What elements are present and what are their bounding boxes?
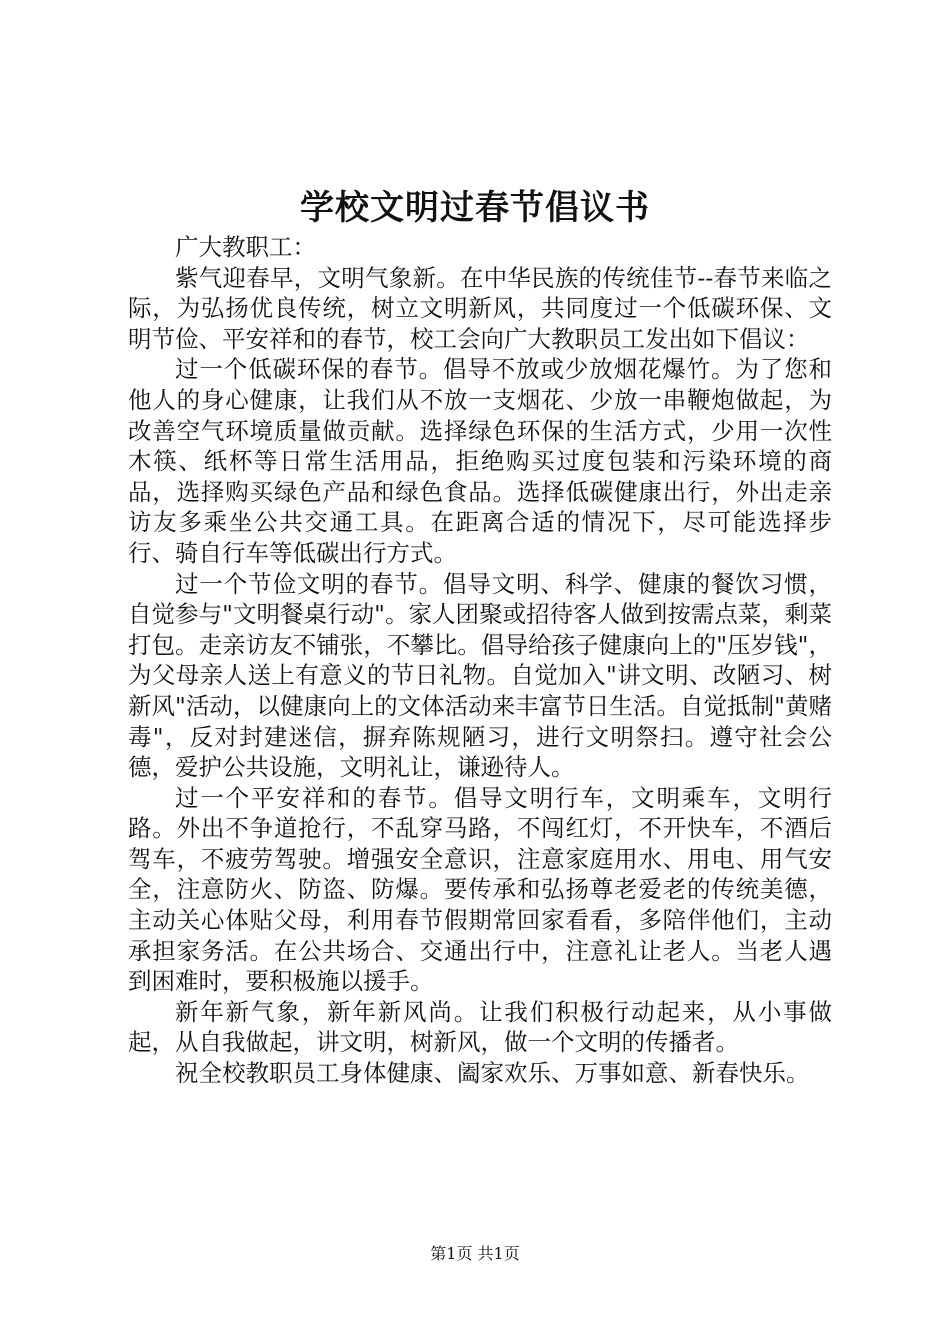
paragraph-intro: 紫气迎春早，文明气象新。在中华民族的传统佳节--春节来临之际，为弘扬优良传统，树立文明新风，共同度过一个低碳环保、文明节俭、平安祥和的春节，校工会向广大教职员工发出如下倡议： — [128, 263, 832, 353]
document-title: 学校文明过春节倡议书 — [300, 188, 650, 228]
paragraph-frugal: 过一个节俭文明的春节。倡导文明、科学、健康的餐饮习惯，自觉参与"文明餐桌行动"。家人团聚或招待客人做到按需点菜，剩菜打包。走亲访友不铺张，不攀比。倡导给孩子健康向上的"压岁钱"，为父母亲人送上有意义的节日礼物。自觉加入"讲文明、改陋习、树新风"活动，以健康向上的文体活动来丰富节日生活。自觉抵制"黄赌毒"，反对封建迷信，摒弃陈规陋习，进行文明祭扫。遵守社会公德，爱护公共设施，文明礼让，谦逊待人。 — [128, 569, 832, 782]
paragraph-call-to-action: 新年新气象，新年新风尚。让我们积极行动起来，从小事做起，从自我做起，讲文明，树新风，做一个文明的传播者。 — [128, 997, 832, 1057]
paragraph-blessing: 祝全校教职员工身体健康、阖家欢乐、万事如意、新春快乐。 — [175, 1059, 810, 1088]
document-body — [128, 232, 832, 1089]
paragraph-low-carbon: 过一个低碳环保的春节。倡导不放或少放烟花爆竹。为了您和他人的身心健康，让我们从不放一支烟花、少放一串鞭炮做起，为改善空气环境质量做贡献。选择绿色环保的生活方式，少用一次性木筷、纸杯等日常生活用品，拒绝购买过度包装和污染环境的商品，选择购买绿色产品和绿色食品。选择低碳健康出行，外出走亲访友多乘坐公共交通工具。在距离合适的情况下，尽可能选择步行、骑自行车等低碳出行方式。 — [128, 355, 832, 567]
paragraph-safety: 过一个平安祥和的春节。倡导文明行车，文明乘车，文明行路。外出不争道抢行，不乱穿马路，不闯红灯，不开快车，不酒后驾车，不疲劳驾驶。增强安全意识，注意家庭用水、用电、用气安全，注意防火、防盗、防爆。要传承和弘扬尊老爱老的传统美德，主动关心体贴父母，利用春节假期常回家看看，多陪伴他们，主动承担家务活。在公共场合、交通出行中，注意礼让老人。当老人遇到困难时，要积极施以援手。 — [128, 783, 832, 996]
salutation: 广大教职工： — [175, 233, 316, 261]
page-number-footer: 第1页 共1页 — [430, 1244, 520, 1263]
